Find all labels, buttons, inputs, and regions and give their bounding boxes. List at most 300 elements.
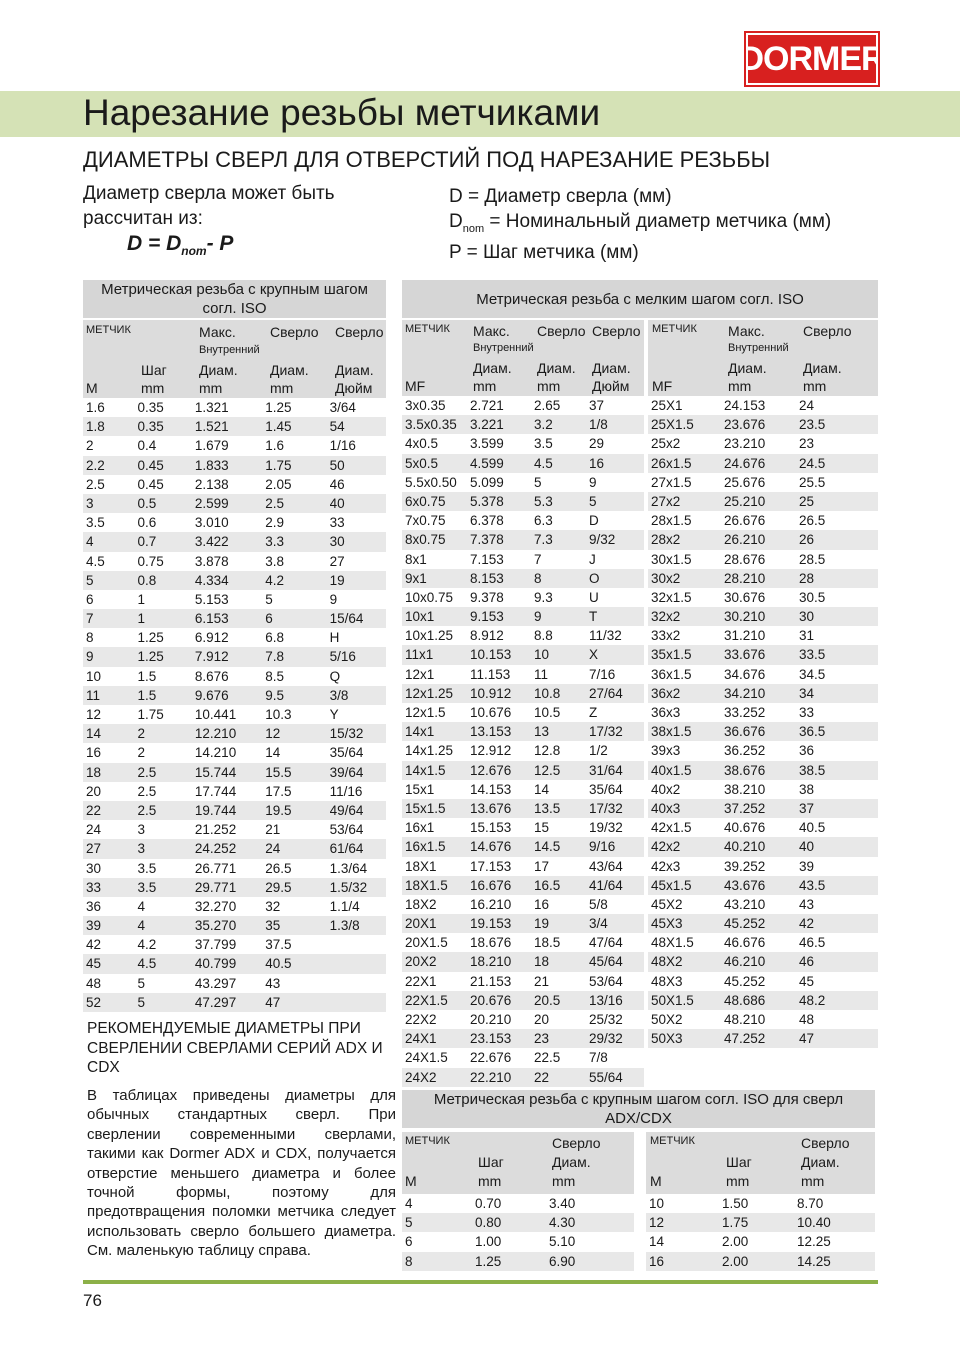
table-cell: 8.8: [534, 628, 553, 644]
table-cell: 25: [799, 493, 815, 509]
table-cell: 9: [534, 609, 542, 625]
header-cell: МЕТЧИК: [405, 1135, 450, 1147]
table-cell: 1.5: [137, 668, 157, 684]
table-cell: 10x1.25: [405, 628, 454, 644]
table-cell: 9.153: [470, 609, 504, 625]
table-cell: 2.721: [470, 398, 504, 413]
table-cell: 28.5: [799, 551, 826, 567]
table-row: [402, 895, 644, 914]
table-cell: 40.5: [799, 820, 826, 836]
table-cell: Y: [329, 707, 339, 722]
table-row: [648, 511, 878, 530]
page-number: 76: [83, 1291, 102, 1310]
table-cell: 5: [137, 975, 145, 991]
table-cell: 40: [799, 839, 815, 855]
table-cell: 9.378: [470, 589, 504, 605]
table-cell: 24.5: [799, 455, 826, 471]
table-row: [402, 837, 644, 856]
table-cell: 11/32: [589, 628, 622, 644]
table-cell: 8.912: [470, 628, 504, 644]
table-row: [402, 415, 644, 434]
header-cell: Сверло: [803, 323, 852, 339]
table-row: [648, 895, 878, 914]
table-cell: 15x1: [405, 781, 435, 797]
table-cell: 29.5: [265, 879, 292, 895]
table-cell: 46.210: [724, 954, 766, 970]
table-cell: 1.3/64: [329, 860, 368, 876]
table-cell: H: [329, 630, 340, 646]
table-cell: J: [589, 551, 596, 567]
table-cell: 10.153: [470, 647, 512, 663]
table-cell: 27x2: [651, 493, 681, 509]
table-cell: 14.210: [194, 745, 237, 761]
table-cell: 0.8: [137, 572, 157, 588]
table-cell: 3.5: [137, 860, 157, 876]
table-cell: 20: [534, 1012, 550, 1027]
table-row: [402, 741, 644, 760]
table-cell: 33x2: [651, 628, 681, 644]
table-row: [83, 571, 386, 590]
table-cell: 34: [799, 685, 815, 701]
table-cell: 18: [534, 954, 550, 970]
table-cell: 47: [799, 1031, 815, 1047]
table-cell: 3/64: [329, 400, 356, 415]
table-row: [83, 417, 386, 436]
legend-line: P = Шаг метчика (мм): [449, 241, 639, 263]
table-cell: 30: [799, 609, 815, 625]
table-cell: 34.210: [724, 685, 766, 701]
table-cell: 23: [534, 1031, 550, 1047]
table-cell: 2.5: [137, 802, 157, 818]
table-cell: 31.210: [724, 628, 766, 644]
table-cell: 14.25: [797, 1253, 831, 1269]
header-cell: Диам.: [801, 1154, 840, 1170]
table-cell: 38: [799, 781, 815, 797]
table-cell: 40: [329, 495, 345, 511]
table-cell: 25/32: [589, 1012, 623, 1027]
table-cell: 48X2: [651, 954, 683, 970]
coarse-table-title: Метрическая резьба с крупным шагом согл. ISO: [83, 280, 386, 318]
table-cell: 14: [265, 745, 281, 761]
table-cell: 21: [265, 822, 281, 838]
header-cell: Сверло: [335, 324, 384, 340]
table-cell: 6.378: [470, 513, 504, 529]
table-cell: 4.5: [86, 553, 105, 569]
table-row: [648, 933, 878, 952]
table-cell: 4.5: [137, 956, 157, 972]
table-cell: 16.5: [534, 877, 561, 893]
table-row: [402, 550, 644, 569]
table-row: [402, 588, 644, 607]
table-cell: 7x0.75: [405, 513, 446, 529]
table-cell: 25X1.5: [651, 417, 694, 433]
table-cell: 52: [86, 994, 102, 1010]
table-cell: 36x2: [651, 685, 681, 701]
table-row: [402, 972, 644, 991]
table-cell: 2.599: [194, 495, 229, 511]
header-cell: Диам.: [199, 362, 238, 378]
table-row: [646, 1232, 875, 1251]
table-cell: 48.210: [724, 1012, 766, 1027]
table-row: [83, 628, 386, 647]
table-cell: 1/8: [589, 417, 608, 433]
table-cell: 12x1: [405, 666, 435, 682]
table-row: [83, 647, 386, 666]
legend-line: D = Диаметр сверла (мм): [449, 186, 672, 207]
header-cell: mm: [801, 1173, 825, 1189]
table-cell: 12.676: [470, 762, 512, 778]
table-cell: 40.799: [194, 956, 237, 972]
table-cell: 16x1.5: [405, 839, 446, 855]
table-cell: 33: [329, 515, 345, 531]
table-row: [648, 645, 878, 664]
table-row: [648, 952, 878, 971]
table-row: [402, 761, 644, 780]
calc-text: Диаметр сверла может быть рассчитан из:: [83, 183, 335, 229]
adx-table-title: Метрическая резьба с крупным шагом согл. ISO для сверл ADX/CDX: [402, 1090, 875, 1128]
table-cell: 8x0.75: [405, 532, 446, 548]
table-cell: 9.676: [194, 687, 229, 703]
header-cell: mm: [478, 1173, 502, 1189]
formula: [127, 232, 233, 258]
table-cell: 35/64: [589, 781, 623, 797]
legend-part: D: [449, 210, 463, 232]
table-cell: 4: [405, 1196, 413, 1211]
table-cell: 0.45: [137, 476, 164, 492]
table-cell: 7/8: [589, 1050, 608, 1066]
fine-right-body: [648, 396, 878, 1048]
table-cell: 1.833: [194, 457, 229, 473]
table-cell: 3.5x0.35: [405, 417, 457, 433]
table-cell: 1.25: [475, 1253, 502, 1269]
header-cell: Сверло: [592, 323, 641, 339]
table-cell: 0.5: [137, 495, 157, 511]
table-row: [83, 859, 386, 878]
table-cell: 9: [329, 591, 338, 607]
table-cell: 20X1: [405, 916, 437, 932]
fine-right-header: [648, 320, 878, 396]
table-cell: 13.5: [534, 800, 561, 816]
table-row: [83, 935, 386, 954]
table-cell: 25.210: [724, 493, 766, 509]
table-cell: 7.8: [265, 649, 284, 665]
table-cell: 1.75: [265, 457, 292, 473]
table-cell: 4: [137, 898, 145, 914]
header-cell: МЕТЧИК: [405, 323, 450, 335]
table-cell: 14.5: [534, 839, 561, 855]
table-cell: 16.210: [470, 896, 512, 912]
table-row: [648, 780, 878, 799]
table-row: [648, 684, 878, 703]
table-cell: 20.210: [470, 1012, 512, 1027]
table-cell: 13.153: [470, 724, 512, 740]
table-cell: 40.676: [724, 820, 766, 836]
table-row: [648, 876, 878, 895]
table-cell: 4: [86, 534, 94, 550]
table-cell: 17: [534, 858, 550, 874]
table-cell: 26.210: [724, 532, 766, 548]
header-cell: Сверло: [270, 324, 319, 340]
table-row: [402, 952, 644, 971]
table-row: [648, 396, 878, 415]
coarse-table: [83, 320, 386, 1012]
header-cell: Внутренний: [199, 344, 260, 356]
table-cell: 5/8: [589, 896, 608, 912]
table-cell: 35: [265, 918, 281, 934]
coarse-table-body: [83, 398, 386, 1012]
table-cell: 8.5: [265, 668, 284, 684]
table-cell: 16: [86, 745, 102, 761]
table-cell: 1.5/32: [329, 879, 368, 895]
table-cell: 27: [86, 841, 102, 857]
header-cell: Внутренний: [473, 342, 534, 354]
table-cell: 22.5: [534, 1050, 561, 1066]
table-cell: 36.676: [724, 724, 766, 740]
table-cell: 27x1.5: [651, 474, 692, 490]
header-cell: Диам.: [728, 360, 767, 376]
table-cell: 17/32: [589, 800, 623, 816]
table-cell: 40.210: [724, 839, 766, 855]
table-row: [402, 626, 644, 645]
table-cell: 14: [86, 726, 102, 742]
table-row: [648, 434, 878, 453]
table-cell: 9/16: [589, 839, 616, 855]
legend-line: [449, 210, 831, 241]
header-cell: M: [650, 1173, 662, 1189]
table-row: [402, 1010, 644, 1029]
table-cell: T: [589, 609, 598, 625]
table-cell: 3.878: [194, 553, 229, 569]
header-cell: mm: [537, 378, 561, 394]
header-cell: Макс.: [473, 323, 510, 339]
table-cell: 2.5: [265, 495, 284, 511]
table-cell: 18X1: [405, 858, 437, 874]
table-cell: 36x1.5: [651, 666, 692, 682]
table-cell: 6: [405, 1234, 413, 1250]
table-cell: 5: [137, 994, 145, 1010]
header-cell: mm: [552, 1173, 576, 1189]
table-cell: 47.252: [724, 1031, 766, 1047]
table-row: [83, 686, 386, 705]
table-cell: 37.252: [724, 800, 766, 816]
table-cell: 3.599: [470, 436, 504, 452]
table-row: [402, 530, 644, 549]
table-cell: 22: [534, 1069, 550, 1085]
header-cell: Дюйм: [592, 378, 630, 394]
table-cell: 19.153: [470, 916, 512, 932]
table-row: [648, 569, 878, 588]
table-cell: 43.5: [799, 877, 826, 893]
table-cell: 2.5: [86, 476, 105, 492]
table-cell: 27/64: [589, 685, 623, 701]
table-cell: [330, 974, 386, 993]
table-cell: 30: [329, 534, 345, 550]
table-cell: 13: [534, 724, 550, 740]
table-cell: 36x3: [651, 705, 681, 720]
table-cell: 3.5: [86, 515, 105, 531]
table-cell: 5x0.5: [405, 455, 439, 471]
table-cell: 15.744: [194, 764, 237, 780]
table-cell: 19.744: [194, 802, 237, 818]
table-row: [402, 569, 644, 588]
table-cell: 10.5: [534, 705, 561, 720]
table-cell: 2.00: [722, 1253, 749, 1269]
table-cell: 8x1: [405, 551, 427, 567]
table-cell: 54: [329, 419, 345, 435]
table-cell: 37.799: [194, 937, 237, 953]
table-cell: 7.3: [534, 532, 553, 548]
table-cell: 25x2: [651, 436, 681, 452]
table-cell: 15.5: [265, 764, 292, 780]
table-row: [83, 475, 386, 494]
header-cell: Шаг: [726, 1154, 752, 1170]
table-cell: 7.912: [194, 649, 229, 665]
table-cell: 4.599: [470, 455, 504, 471]
table-cell: 34.676: [724, 666, 766, 682]
header-cell: МЕТЧИК: [652, 323, 697, 335]
header-cell: mm: [803, 378, 827, 394]
table-cell: 1.1/4: [329, 898, 360, 914]
table-cell: 4.334: [194, 572, 229, 588]
table-cell: 50X1.5: [651, 992, 694, 1008]
table-cell: 6.3: [534, 513, 553, 529]
table-cell: 15.153: [470, 820, 512, 836]
table-cell: 16: [649, 1253, 665, 1269]
table-cell: 8.70: [797, 1196, 824, 1211]
table-cell: 4.30: [549, 1215, 576, 1231]
table-row: [402, 607, 644, 626]
table-cell: 12x1.25: [405, 685, 454, 701]
table-cell: 43.676: [724, 877, 766, 893]
table-cell: 2.05: [265, 476, 292, 492]
table-cell: 28.676: [724, 551, 766, 567]
table-cell: 1.3/8: [329, 918, 360, 934]
table-cell: 19/32: [589, 820, 623, 836]
table-cell: 4.2: [137, 937, 157, 953]
table-row: [402, 1213, 634, 1232]
table-cell: 24X2: [405, 1069, 437, 1085]
table-cell: 10x1: [405, 609, 435, 625]
bottom-rule: [83, 1280, 878, 1284]
formula-legend: [449, 185, 831, 265]
table-cell: 2.138: [194, 476, 229, 492]
formula-sub: nom: [181, 244, 207, 259]
table-cell: 9: [589, 474, 597, 490]
table-cell: 24: [86, 822, 102, 838]
table-cell: 7: [86, 611, 94, 627]
table-cell: 12.5: [534, 762, 561, 778]
table-cell: 45: [86, 956, 102, 972]
table-cell: 34.5: [799, 666, 826, 682]
table-cell: 43: [799, 896, 815, 912]
table-cell: 22X1.5: [405, 992, 448, 1008]
adx-section-title: РЕКОМЕНДУЕМЫЕ ДИАМЕТРЫ ПРИ СВЕРЛЕНИИ СВЕРЛАМИ СЕРИЙ ADX И CDX: [87, 1020, 383, 1076]
table-cell: 18.5: [534, 935, 561, 951]
table-cell: 14: [649, 1234, 665, 1250]
table-cell: 1.25: [265, 400, 292, 415]
header-cell: Сверло: [801, 1135, 850, 1151]
table-cell: 40.5: [265, 956, 292, 972]
table-cell: 43/64: [589, 858, 623, 874]
table-cell: 3.5: [137, 879, 157, 895]
table-row: [648, 530, 878, 549]
table-cell: 2.5: [137, 783, 157, 799]
table-row: [402, 1252, 634, 1271]
table-cell: 1.00: [475, 1234, 502, 1250]
table-cell: 9.3: [534, 589, 553, 605]
table-row: [646, 1252, 875, 1271]
table-cell: 5: [589, 493, 597, 509]
table-cell: 9/32: [589, 532, 616, 548]
header-cell: Диам.: [473, 360, 512, 376]
table-cell: D: [589, 513, 599, 529]
table-cell: 1: [137, 611, 145, 627]
table-row: [648, 550, 878, 569]
table-cell: 14x1: [405, 724, 435, 740]
table-cell: 33: [86, 879, 102, 895]
table-cell: 2.5: [137, 764, 157, 780]
table-row: [648, 492, 878, 511]
table-row: [402, 1048, 644, 1067]
table-cell: 11: [534, 666, 549, 682]
table-cell: 30x2: [651, 570, 681, 586]
table-cell: 30.5: [799, 589, 826, 605]
table-cell: 39.252: [724, 858, 766, 874]
table-cell: 26.5: [265, 860, 292, 876]
table-row: [402, 1029, 644, 1048]
table-cell: 24X1.5: [405, 1050, 448, 1066]
formula-part: - P: [206, 232, 234, 255]
table-cell: 18.210: [470, 954, 512, 970]
header-cell: Шаг: [141, 362, 167, 378]
table-row: [83, 532, 386, 551]
header-cell: МЕТЧИК: [650, 1135, 695, 1147]
table-cell: 2: [137, 726, 145, 742]
table-cell: 25X1: [651, 398, 683, 413]
table-row: [648, 703, 878, 722]
table-cell: 47/64: [589, 935, 623, 951]
table-cell: Z: [589, 705, 598, 720]
table-cell: 46.5: [799, 935, 826, 951]
table-cell: 38.5: [799, 762, 826, 778]
table-cell: 27: [329, 553, 345, 569]
table-cell: 20X1.5: [405, 935, 448, 951]
header-cell: Диам.: [537, 360, 576, 376]
table-cell: 5: [405, 1215, 413, 1231]
table-cell: U: [589, 589, 599, 605]
table-row: [646, 1194, 875, 1213]
table-cell: 9x1: [405, 570, 427, 586]
table-cell: 13.676: [470, 800, 512, 816]
table-cell: 46: [799, 954, 815, 970]
table-cell: 1.6: [265, 438, 284, 454]
table-cell: 49/64: [329, 802, 364, 818]
table-cell: 19: [534, 916, 550, 932]
table-cell: 11/16: [329, 783, 363, 799]
table-row: [648, 818, 878, 837]
table-cell: 41/64: [589, 877, 623, 893]
table-cell: 2.2: [86, 457, 105, 473]
table-cell: 10.40: [797, 1215, 831, 1231]
table-row: [402, 857, 644, 876]
table-row: [83, 743, 386, 762]
table-cell: 20.5: [534, 992, 561, 1008]
table-cell: 10.8: [534, 685, 561, 701]
table-cell: 6: [265, 611, 273, 627]
table-cell: 42: [799, 916, 815, 932]
table-row: [83, 878, 386, 897]
table-cell: 45: [799, 973, 815, 989]
